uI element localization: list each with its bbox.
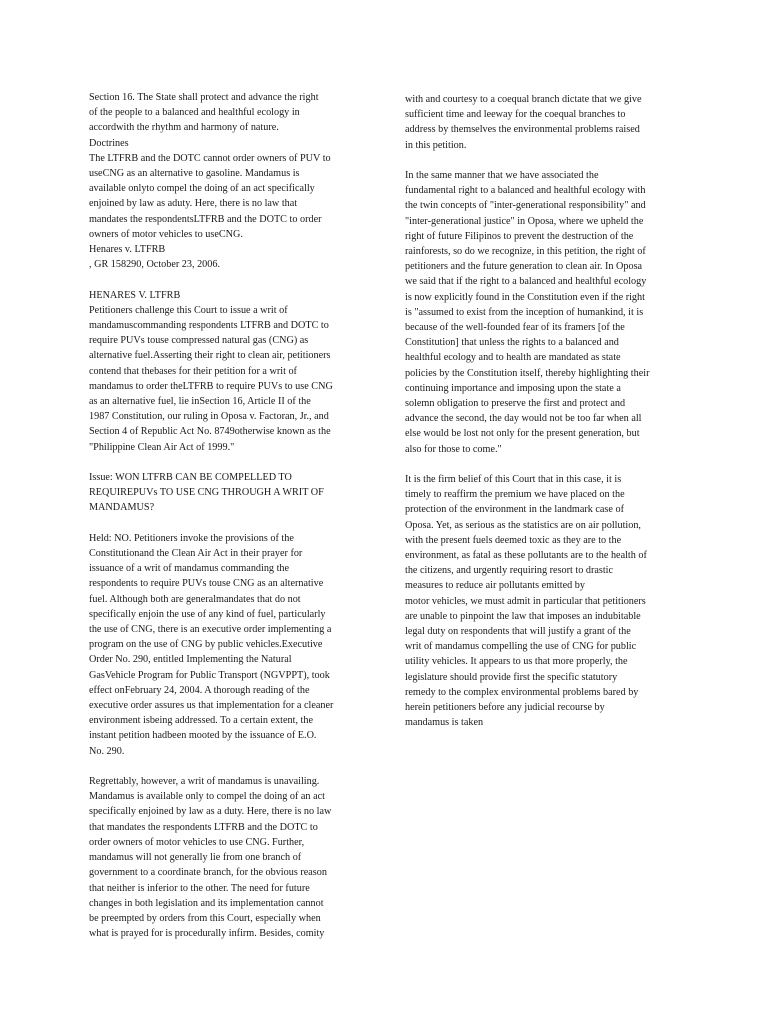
text-line: effect onFebruary 24, 2004. A thorough reading of the (89, 684, 310, 696)
text-line: issuance of a writ of mandamus commanding the (89, 563, 290, 575)
text-line: environment isbeing addressed. To a certain extent, the (89, 715, 313, 727)
text-line: that mandates the respondents LTFRB and the DOTC to (89, 821, 318, 833)
text-line: herein petitioners before any judicial recourse by (405, 702, 605, 714)
text-line: program on the use of CNG by public vehicles.Executive (89, 639, 323, 651)
text-line: the twin concepts of "inter-generational responsibility" and (405, 200, 646, 212)
text-line: environment, as fatal as these pollutants are to the health of (405, 550, 647, 562)
text-line: writ of mandamus compelling the use of CNG for public (405, 641, 637, 653)
text-line: with and courtesy to a coequal branch dictate that we give (405, 94, 642, 105)
text-line: Doctrines (89, 137, 129, 149)
text-line: mandamus to order theLTFRB to require PUVs to use CNG (89, 380, 333, 392)
text-line: alternative fuel.Asserting their right to clean air, petitioners (89, 350, 331, 362)
text-line: mandates the respondentsLTFRB and the DOTC to order (89, 213, 322, 225)
text-line: enjoined by law as aduty. Here, there is no law that (89, 198, 298, 210)
text-line: is "assumed to exist from the inception of humankind, it is (405, 306, 644, 318)
paragraph-gap (89, 455, 371, 470)
text-line: Petitioners challenge this Court to issue a writ of (89, 304, 288, 316)
text-line: instant petition hadbeen mooted by the issuance of E.O. (89, 730, 317, 742)
text-line: timely to reaffirm the premium we have placed on the (405, 489, 625, 501)
text-line: Mandamus is available only to compel the doing of an act (89, 791, 325, 803)
text-line: petitioners and the future generation to clean air. In Oposa (405, 261, 643, 273)
text-line: legislature should provide first the specific statutory (405, 671, 618, 683)
text-line: policies by the Constitution itself, thereby highlighting their (405, 367, 650, 379)
paragraph-gap (405, 153, 683, 168)
text-line: REQUIREPUVs TO USE CNG THROUGH A WRIT OF (89, 487, 324, 499)
text-line: motor vehicles, we must admit in particular that petitioners (405, 595, 646, 607)
text-line: mandamus will not generally lie from one branch of (89, 852, 302, 864)
text-line: Regrettably, however, a writ of mandamus is unavailing. (89, 776, 320, 788)
text-line: address by themselves the environmental problems raised (405, 124, 640, 136)
paragraph-gap (89, 516, 371, 531)
text-line: require PUVs touse compressed natural gas (CNG) as (89, 335, 309, 347)
text-line: the citizens, and urgently requiring resort to drastic (405, 565, 614, 577)
text-line: available onlyto compel the doing of an act specifically (89, 183, 315, 195)
text-line: It is the firm belief of this Court that in this case, it is (405, 474, 622, 486)
text-line: specifically enjoin the use of any kind of fuel, particularly (89, 608, 326, 620)
text-line: "Philippine Clean Air Act of 1999." (89, 441, 235, 453)
text-line: respondents to require PUVs touse CNG as an alternative (89, 578, 324, 590)
text-line: of the people to a balanced and healthful ecology in (89, 107, 300, 119)
text-line: changes in both legislation and its implementation cannot (89, 897, 324, 909)
text-line: that neither is inferior to the other. The need for future (89, 882, 310, 894)
text-line: as an alternative fuel, lie inSection 16, Article II of the (89, 396, 311, 408)
paragraph-gap (89, 759, 371, 774)
paragraph-gap (405, 457, 683, 472)
text-line: order owners of motor vehicles to use CNG. Further, (89, 836, 305, 848)
text-line: in this petition. (405, 139, 467, 151)
text-line: mandamuscommanding respondents LTFRB and DOTC to (89, 320, 329, 332)
text-line: contend that thebases for their petition for a writ of (89, 365, 297, 377)
text-line: Issue: WON LTFRB CAN BE COMPELLED TO (89, 472, 292, 484)
text-line: utility vehicles. It appears to us that more properly, the (405, 656, 628, 668)
text-line: Constitutionand the Clean Air Act in their prayer for (89, 548, 303, 560)
text-line: In the same manner that we have associated the (405, 170, 599, 181)
text-line: are unable to pinpoint the law that imposes an indubitable (405, 610, 641, 622)
text-line: we said that if the right to a balanced and healthful ecology (405, 276, 647, 288)
text-line: is now explicitly found in the Constitution even if the right (405, 291, 645, 303)
text-line: Order No. 290, entitled Implementing the Natural (89, 654, 292, 666)
text-line: executive order assures us that implementation for a cleaner (89, 700, 334, 712)
text-line: Constitution] that unless the rights to a balanced and (405, 337, 619, 349)
text-line: protection of the environment in the landmark case of (405, 504, 624, 516)
text-line: remedy to the complex environmental problems bared by (405, 686, 639, 698)
text-line: Held: NO. Petitioners invoke the provisions of the (89, 532, 294, 544)
text-line: The LTFRB and the DOTC cannot order owners of PUV to (89, 152, 331, 164)
text-line: fuel. Although both are generalmandates that do not (89, 593, 301, 605)
text-line: GasVehicle Program for Public Transport (NGVPPT), took (89, 669, 330, 681)
text-line: useCNG as an alternative to gasoline. Mandamus is (89, 168, 300, 180)
text-line: owners of motor vehicles to useCNG. (89, 228, 243, 240)
text-line: rainforests, so do we recognize, in this petition, the right of (405, 246, 646, 258)
text-line: fundamental right to a balanced and healthful ecology with (405, 185, 646, 197)
text-line: the use of CNG, there is an executive order implementing a (89, 624, 332, 636)
text-line: , GR 158290, October 23, 2006. (89, 259, 221, 271)
text-line: 1987 Constitution, our ruling in Oposa v. Factoran, Jr., and (89, 411, 329, 423)
text-line: specifically enjoined by law as a duty. Here, there is no law (89, 806, 332, 818)
left-column (89, 90, 371, 941)
text-line: measures to reduce air pollutants emitted by (405, 580, 585, 592)
text-line: healthful ecology and to health are mandated as state (405, 352, 621, 364)
text-line: solemn obligation to preserve the first and protect and (405, 398, 626, 410)
text-line: advance the second, the day would not be too far when all (405, 413, 642, 425)
text-line: HENARES V. LTFRB (89, 289, 181, 301)
text-line: "inter-generational justice" in Oposa, where we upheld the (405, 215, 644, 227)
text-line: because of the well-founded fear of its framers [of the (405, 322, 625, 334)
text-line: be preempted by orders from this Court, especially when (89, 912, 321, 924)
text-line: No. 290. (89, 745, 125, 757)
right-column (405, 92, 683, 731)
text-line: Oposa. Yet, as serious as the statistics are on air pollution, (405, 519, 641, 531)
text-line: with the present fuels deemed toxic as they are to the (405, 534, 622, 546)
text-line: MANDAMUS? (89, 502, 155, 514)
text-line: government to a coordinate branch, for the obvious reason (89, 867, 327, 879)
text-line: mandamus is taken (405, 717, 484, 729)
text-line: right of future Filipinos to prevent the destruction of the (405, 230, 634, 242)
text-line: what is prayed for is procedurally infirm. Besides, comity (89, 928, 325, 940)
text-line: Section 16. The State shall protect and advance the right (89, 92, 319, 103)
text-line: Section 4 of Republic Act No. 8749otherwise known as the (89, 426, 331, 438)
text-line: continuing importance and imposing upon the state a (405, 382, 621, 394)
text-line: sufficient time and leeway for the coequal branches to (405, 109, 626, 121)
text-line: else would be lost not only for the present generation, but (405, 428, 640, 440)
text-line: also for those to come." (405, 443, 502, 455)
text-line: accordwith the rhythm and harmony of nature. (89, 122, 279, 134)
paragraph-gap (89, 272, 371, 287)
text-line: Henares v. LTFRB (89, 244, 166, 256)
text-line: legal duty on respondents that will justify a grant of the (405, 626, 631, 638)
